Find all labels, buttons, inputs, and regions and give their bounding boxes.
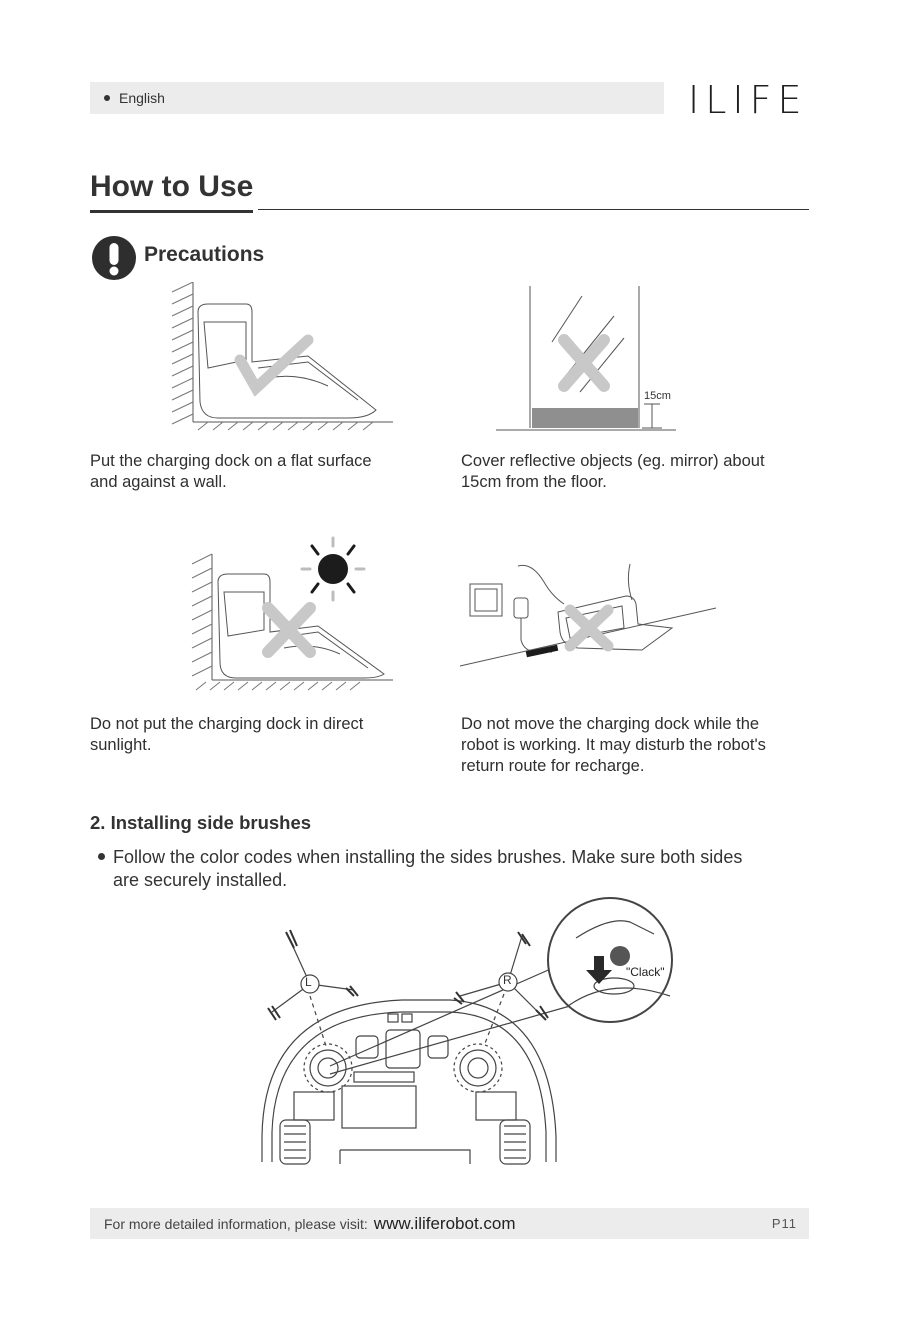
caption-line: sunlight. <box>90 736 152 754</box>
clack-sound-label: "Clack" <box>626 965 665 979</box>
caption-reflective-objects <box>461 451 765 493</box>
page-title: How to Use <box>90 170 253 213</box>
instruction-line: Follow the color codes when installing the sides brushes. Make sure both sides <box>113 847 743 867</box>
caption-flat-surface <box>90 451 372 493</box>
robot-side-brush-illustration <box>250 896 690 1166</box>
title-divider <box>258 209 809 210</box>
caption-line: and against a wall. <box>90 473 227 491</box>
instruction-bullet <box>98 846 818 892</box>
caption-line: Do not move the charging dock while the <box>461 715 760 733</box>
exclamation-icon <box>92 236 136 280</box>
caption-line: 15cm from the floor. <box>461 473 607 491</box>
language-label: English <box>119 90 165 106</box>
website-link[interactable]: www.iliferobot.com <box>373 1213 516 1233</box>
sun-icon <box>302 538 364 600</box>
caption-line: return route for recharge. <box>461 757 645 775</box>
footer-prefix: For more detailed information, please visit: <box>104 1215 368 1232</box>
instruction-line: are securely installed. <box>113 870 288 890</box>
right-brush-label: R <box>503 973 512 987</box>
mirror-reflective-illustration <box>492 282 682 434</box>
caption-line: Cover reflective objects (eg. mirror) about <box>461 452 765 470</box>
dimension-label: 15cm <box>644 390 671 402</box>
caption-direct-sunlight <box>90 714 363 756</box>
brand-logo: ILIFE <box>688 78 808 122</box>
moving-dock-illustration <box>458 552 720 674</box>
caption-line: robot is working. It may disturb the robot's <box>461 736 766 754</box>
dock-against-wall-illustration <box>168 282 398 434</box>
section-title-side-brushes: 2. Installing side brushes <box>90 812 312 833</box>
dock-sunlight-illustration <box>188 532 398 694</box>
precautions-title: Precautions <box>144 243 265 266</box>
language-bar <box>90 82 664 114</box>
bullet-dot <box>98 853 105 860</box>
page-number: P11 <box>771 1216 797 1231</box>
caption-do-not-move-dock <box>461 714 766 777</box>
left-brush-label: L <box>305 975 312 989</box>
bullet-dot <box>104 95 110 101</box>
caption-line: Put the charging dock on a flat surface <box>90 452 372 470</box>
caption-line: Do not put the charging dock in direct <box>90 715 364 733</box>
footer-bar <box>90 1208 809 1239</box>
